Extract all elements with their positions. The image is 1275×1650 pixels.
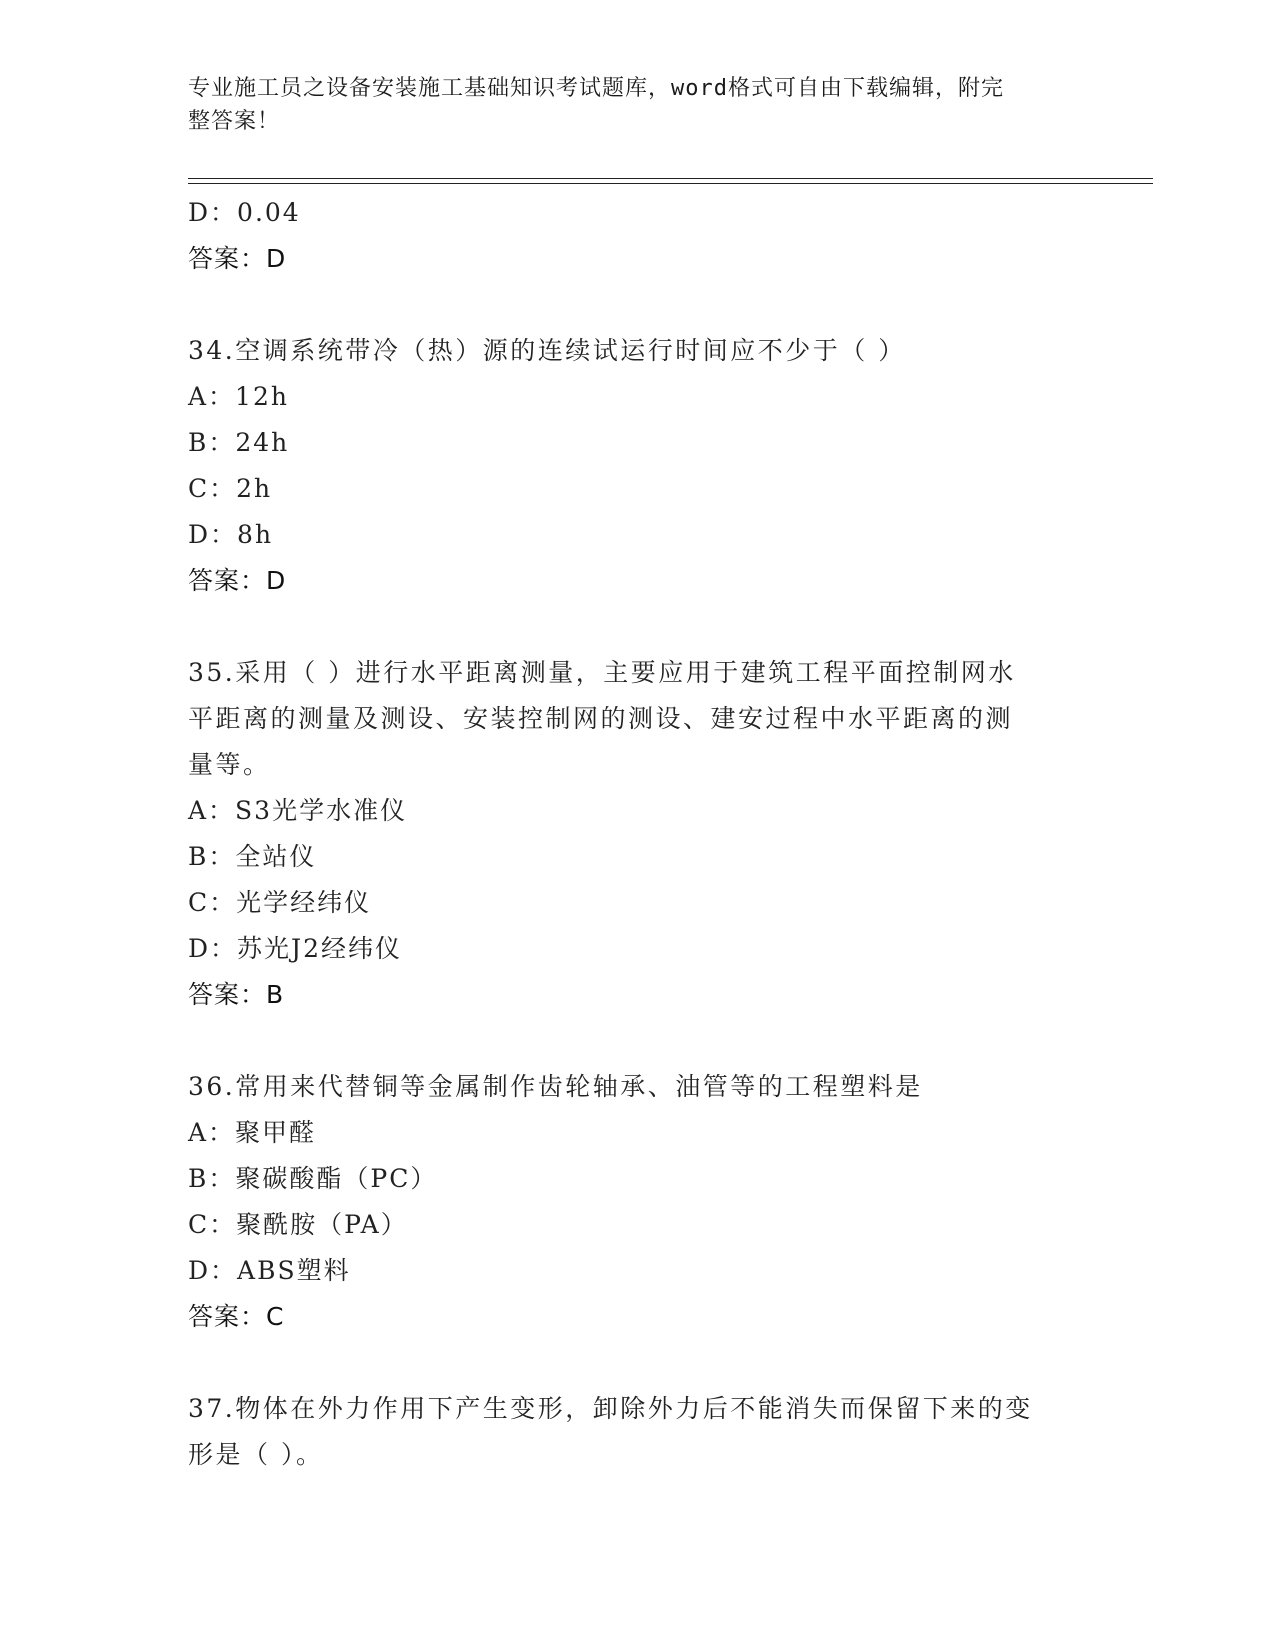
document-header [188, 72, 1068, 138]
option-d: D：ABS塑料 [188, 1256, 351, 1285]
question-stem: 34.空调系统带冷（热）源的连续试运行时间应不少于（ ） [188, 336, 906, 365]
answer-line: 答案：C [188, 1302, 285, 1331]
header-divider-bottom [188, 183, 1153, 184]
option-c: C：2h [188, 474, 273, 503]
spacer [188, 604, 1068, 650]
question-35 [188, 650, 1068, 1018]
option-b: B：24h [188, 428, 290, 457]
answer-line: 答案：D [188, 566, 287, 595]
option-a: A：12h [188, 382, 289, 411]
option-a: A：聚甲醛 [188, 1118, 317, 1147]
option-c: C：光学经纬仪 [188, 888, 372, 917]
spacer [188, 282, 1068, 328]
answer-line: 答案：D [188, 244, 287, 273]
question-37 [188, 1386, 1068, 1478]
header-line-1: 专业施工员之设备安装施工基础知识考试题库，word格式可自由下载编辑，附完 [188, 76, 1004, 101]
option-c: C：聚酰胺（PA） [188, 1210, 408, 1239]
spacer [188, 1018, 1068, 1064]
question-stem-line-2: 平距离的测量及测设、安装控制网的测设、建安过程中水平距离的测 [188, 704, 1014, 733]
question-36 [188, 1064, 1068, 1340]
header-line-2: 整答案！ [188, 109, 281, 134]
option-b: B：聚碳酸酯（PC） [188, 1164, 438, 1193]
question-stem-line-1: 35.采用（ ）进行水平距离测量，主要应用于建筑工程平面控制网水 [188, 658, 1016, 687]
question-34 [188, 328, 1068, 604]
option-d: D：苏光J2经纬仪 [188, 934, 402, 963]
question-stem: 36.常用来代替铜等金属制作齿轮轴承、油管等的工程塑料是 [188, 1072, 923, 1101]
question-stem-line-3: 量等。 [188, 750, 271, 779]
spacer [188, 1340, 1068, 1386]
question-stem-line-2: 形是（ ）。 [188, 1440, 324, 1469]
header-divider-top [188, 178, 1153, 179]
answer-line: 答案：B [188, 980, 285, 1009]
option-d: D：0.04 [188, 198, 301, 227]
question-stem-line-1: 37.物体在外力作用下产生变形，卸除外力后不能消失而保留下来的变 [188, 1394, 1033, 1423]
question-list [188, 190, 1068, 1478]
option-d: D：8h [188, 520, 274, 549]
option-b: B：全站仪 [188, 842, 317, 871]
previous-question-fragment [188, 190, 1068, 282]
option-a: A：S3光学水准仪 [188, 796, 408, 825]
